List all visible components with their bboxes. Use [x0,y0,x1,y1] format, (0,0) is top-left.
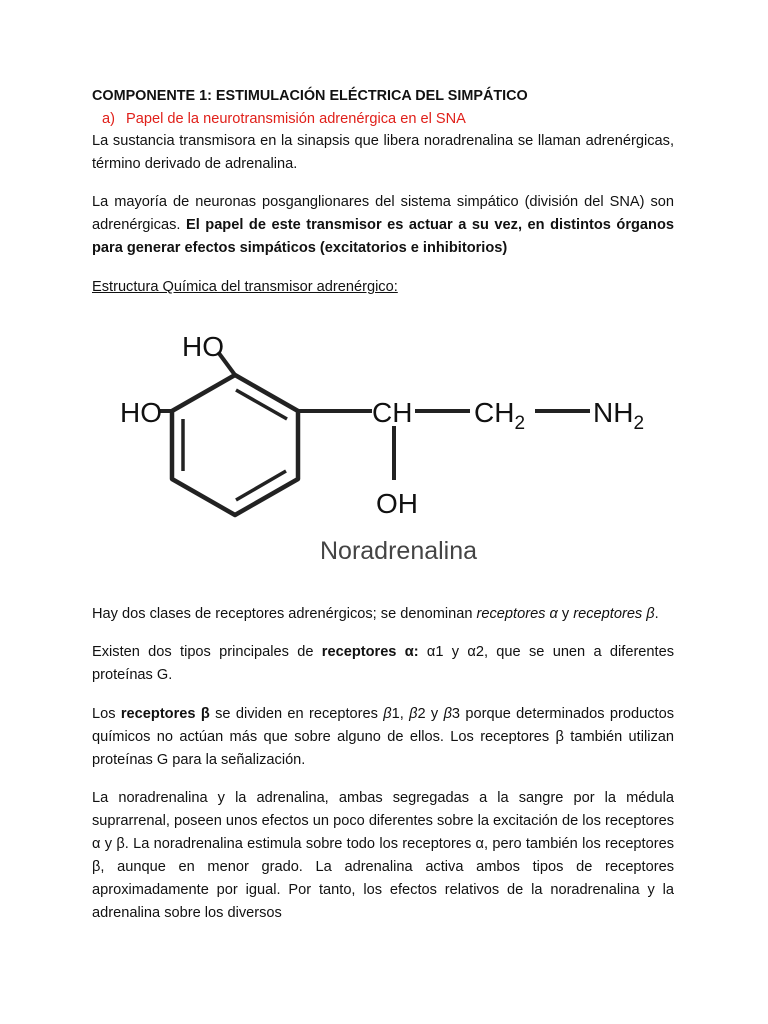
beta-receptors-term: receptores β [573,606,655,622]
paragraph-3 [92,603,674,626]
paragraph-5-mid: se dividen en receptores [215,706,378,722]
list-marker: a) [102,111,115,127]
paragraph-3-end: . [654,606,659,622]
paragraph-6: La noradrenalina y la adrenalina, ambas segregadas a la sangre por la médula suprarrenal, poseen unos efectos un poco diferentes sobre la excitación de los receptores α y β. La noradrenalina estimula sobre todo los receptores α, pero también los receptores β, aunque en menor grado. La adrenalina activa ambos tipos de receptores aproximadamente por igual. Por tanto, los efectos relativos de la noradrenalina y la adrenalina sobre los diversos [92,790,674,921]
noradrenaline-structure-figure [110,310,680,570]
paragraph-3-text: Hay dos clases de receptores adrenérgicos; se denominan [92,606,473,622]
label-nh2-subscript: 2 [633,413,645,434]
ring-double-bond-1 [236,390,287,419]
paragraph-2-bold-text: El papel de este transmisor es actuar a su vez, en distintos órganos para generar efectos simpáticos (excitatorios e inhibitorios) [92,217,674,256]
label-ch2 [474,397,525,434]
beta-symbol-2: β [409,706,418,722]
alpha-receptors-term: receptores α [476,606,558,622]
paragraph-5 [92,703,674,772]
beta-number-1: 1, [391,706,404,722]
paragraph-1: La sustancia transmisora en la sinapsis que libera noradrenalina se llaman adrenérgicas, término derivado de adrenalina. [92,133,674,172]
paragraph-5-text: Los [92,706,116,722]
structure-label: Estructura Química del transmisor adrenérgico: [92,279,398,295]
paragraph-4-bold-text: receptores α: [321,644,419,660]
beta-number-3: 3 [451,706,461,722]
label-ch2-subscript: 2 [514,413,526,434]
paragraph-3-conjunction: y [561,606,570,622]
paragraph-2-text: La mayoría de neuronas posganglionares del sistema simpático (división del SNA) son adrenérgicas. [92,194,674,233]
paragraph-5-after: porque determinados productos químicos no actúan más que sobre alguno de ellos. Los receptores β también utilizan proteínas G para la señalización. [92,706,675,768]
beta-number-2: 2 y [417,706,439,722]
label-ho-top: HO [182,331,224,362]
paragraph-4 [92,641,674,687]
paragraph-2 [92,191,674,260]
subsection-heading [92,108,674,131]
benzene-ring [172,375,298,515]
subsection-title: Papel de la neurotransmisión adrenérgica en el SNA [126,111,466,127]
label-ch2-main: CH [474,397,515,428]
label-nh2-main: NH [593,397,634,428]
chemical-structure-diagram [110,310,680,570]
ring-double-bond-2 [236,471,286,500]
beta-symbol-3: β [443,706,452,722]
paragraph-5-bold-text: receptores β [120,706,210,722]
label-ho-left: HO [120,397,162,428]
label-nh2 [593,397,644,434]
paragraph-4-text: Existen dos tipos principales de [92,644,314,660]
label-oh: OH [376,488,418,519]
label-ch: CH [372,397,413,428]
beta-symbol-1: β [383,706,392,722]
paragraph-4-after: α1 y α2, que se unen a diferentes proteínas G. [92,644,675,683]
figure-caption: Noradrenalina [320,537,478,565]
section-heading: COMPONENTE 1: ESTIMULACIÓN ELÉCTRICA DEL SIMPÁTICO [92,88,528,104]
